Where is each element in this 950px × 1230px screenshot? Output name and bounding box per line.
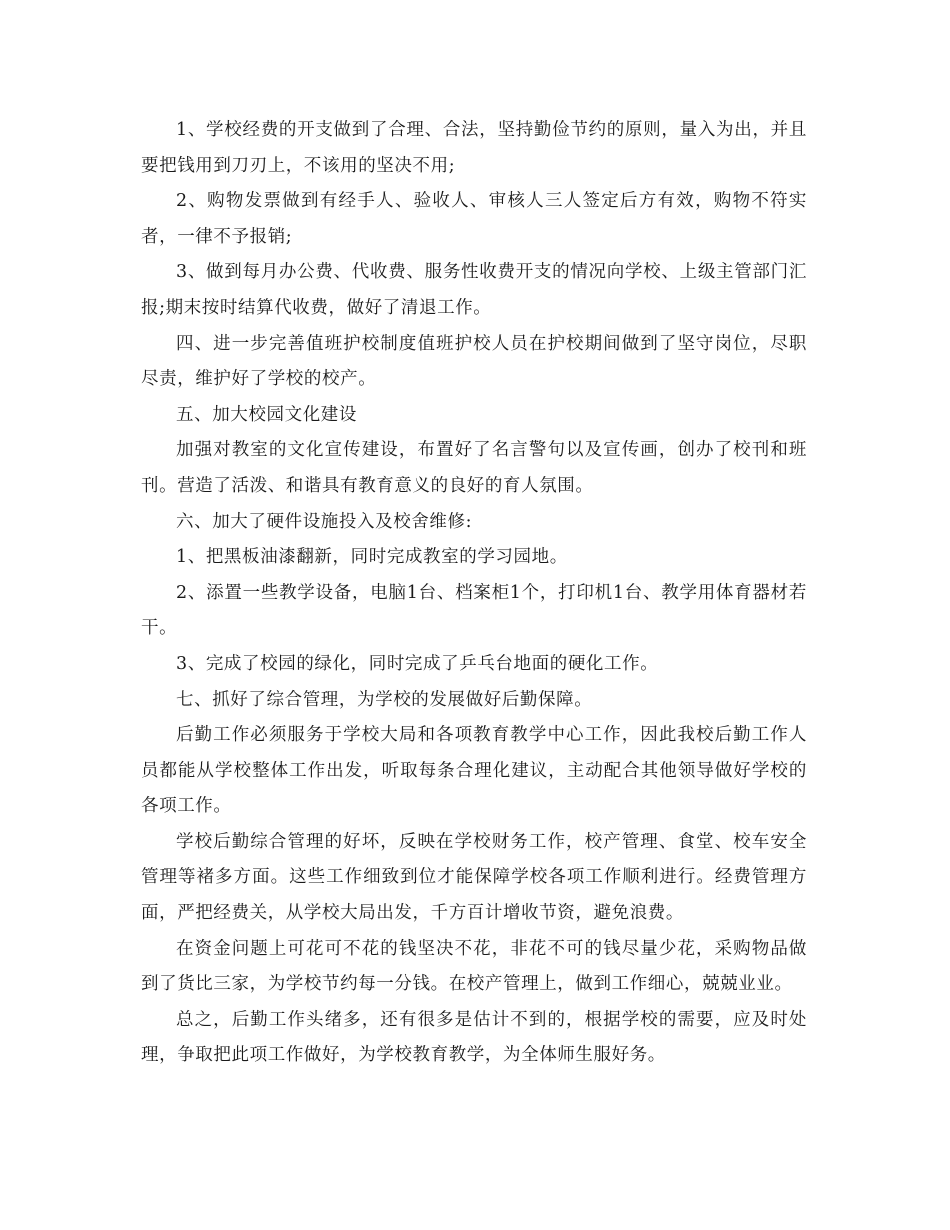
heading-section-6: 六、加大了硬件设施投入及校舍维修: — [176, 511, 473, 532]
heading-section-7: 七、抓好了综合管理，为学校的发展做好后勤保障。 — [176, 689, 593, 710]
paragraph-hardware-2: 2、添置一些教学设备，电脑1台、档案柜1个，打印机1台、教学用体育器材若干。 — [141, 582, 807, 639]
paragraph-funds: 在资金问题上可花可不花的钱坚决不花，非花不可的钱尽量少花，采购物品做到了货比三家，为学校节约每一分钱。在校产管理上，做到工作细心，兢兢业业。 — [141, 938, 807, 995]
paragraph-culture: 加强对教室的文化宣传建设，布置好了名言警句以及宣传画，创办了校刊和班刊。营造了活泼、和谐具有教育意义的良好的育人氛围。 — [141, 440, 807, 496]
paragraph-hardware-3: 3、完成了校园的绿化，同时完成了乒乓台地面的硬化工作。 — [176, 653, 659, 674]
paragraph-management: 学校后勤综合管理的好坏，反映在学校财务工作，校产管理、食堂、校车安全管理等褚多方面。这些工作细致到位才能保障学校各项工作顺利进行。经费管理方面，严把经费关，从学校大局出发，千方百计增收节资，避免浪费。 — [141, 831, 807, 924]
paragraph-finance-2: 2、购物发票做到有经手人、验收人、审核人三人签定后方有效，购物不符实者，一律不予报销; — [141, 191, 807, 247]
paragraph-finance-1: 1、学校经费的开支做到了合理、合法，坚持勤俭节约的原则，量入为出，并且要把钱用到刀刃上，不该用的坚决不用; — [141, 120, 807, 176]
paragraph-hardware-1: 1、把黑板油漆翻新，同时完成教室的学习园地。 — [176, 547, 568, 568]
paragraph-logistics: 后勤工作必须服务于学校大局和各项教育教学中心工作，因此我校后勤工作人员都能从学校整体工作出发，听取每条合理化建议，主动配合其他领导做好学校的各项工作。 — [141, 725, 807, 817]
document-body — [141, 113, 807, 1074]
paragraph-conclusion: 总之，后勤工作头绪多，还有很多是估计不到的，根据学校的需要，应及时处理，争取把此项工作做好，为学校教育教学，为全体师生服好务。 — [141, 1009, 807, 1066]
paragraph-section-4: 四、进一步完善值班护校制度值班护校人员在护校期间做到了坚守岗位，尽职尽责，维护好了学校的校产。 — [141, 333, 807, 390]
heading-section-5: 五、加大校园文化建设 — [176, 404, 357, 425]
paragraph-finance-3: 3、做到每月办公费、代收费、服务性收费开支的情况向学校、上级主管部门汇报;期末按时结算代收费，做好了清退工作。 — [141, 262, 807, 318]
